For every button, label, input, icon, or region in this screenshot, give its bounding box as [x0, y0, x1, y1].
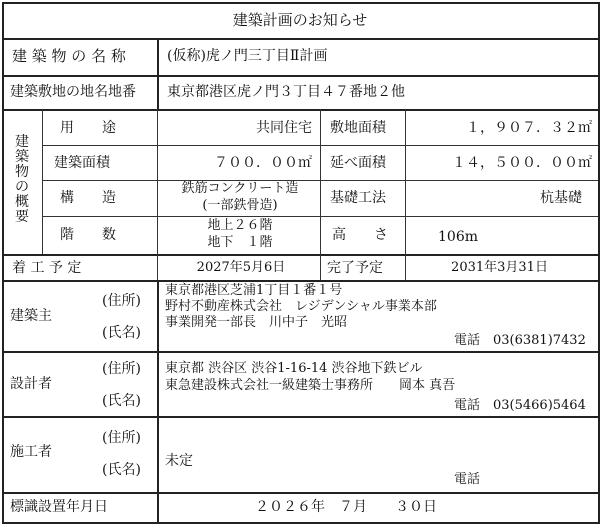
site-address-value: 東京都港区虎ノ門３丁目４７番地２他	[167, 84, 405, 100]
building-name-label: 建 築 物 の 名 称	[12, 47, 126, 65]
designer-phone: 電話 03(5466)5464	[454, 398, 586, 413]
posted-date-label: 標識設置年月日	[10, 499, 108, 515]
owner-company: 野村不動産株式会社 レジデンシャル事業本部	[165, 299, 437, 314]
contractor-label: 施工者	[10, 444, 52, 460]
owner-label: 建築主	[10, 308, 52, 324]
floor-area-label: 延べ面積	[330, 155, 386, 171]
designer-label: 設計者	[10, 376, 52, 392]
contractor-phone: 電話	[454, 472, 481, 487]
building-name-value: (仮称)虎ノ門三丁目Ⅱ計画	[167, 48, 328, 64]
designer-name-tag: (氏名)	[102, 393, 141, 409]
owner-address: 東京都港区芝浦1丁目１番１号	[165, 283, 343, 298]
structure-value-note: (一部鉄骨造)	[202, 198, 278, 213]
contractor-address-tag: (住所)	[102, 430, 141, 446]
floors-label: 階 数	[60, 227, 116, 243]
floors-below-value: 地下 １階	[207, 235, 273, 250]
designer-address: 東京都 渋谷区 渋谷1-16-14 渋谷地下鉄ビル	[165, 361, 423, 376]
use-value: 共同住宅	[256, 120, 312, 136]
use-label: 用 途	[60, 120, 116, 136]
designer-address-tag: (住所)	[102, 361, 141, 377]
completion-value: 2031年3月31日	[451, 260, 548, 275]
owner-name-tag: (氏名)	[102, 325, 141, 341]
contractor-name-tag: (氏名)	[102, 462, 141, 478]
contractor-name: 未定	[165, 453, 193, 469]
height-label: 高 さ	[332, 227, 388, 243]
site-area-label: 敷地面積	[330, 120, 386, 136]
foundation-value: 杭基礎	[540, 190, 582, 206]
foundation-label: 基礎工法	[330, 190, 386, 206]
site-address-label: 建築敷地の地名地番	[10, 84, 136, 100]
construction-start-value: 2027年5月6日	[196, 260, 286, 275]
owner-address-tag: (住所)	[102, 293, 141, 309]
building-notice-board	[2, 2, 598, 522]
site-area-value: １，９０７．３２㎡	[466, 120, 592, 136]
posted-date-value: ２０２６年 ７月 ３０日	[255, 499, 437, 515]
designer-office: 東急建設株式会社一級建築士事務所 岡本 真吾	[165, 378, 456, 393]
building-area-label: 建築面積	[54, 155, 110, 171]
floors-above-value: 地上２６階	[207, 218, 273, 233]
notice-title: 建築計画のお知らせ	[232, 11, 368, 29]
owner-phone: 電話 03(6381)7432	[454, 333, 586, 348]
construction-start-label: 着 工 予 定	[12, 260, 82, 276]
structure-label: 構 造	[60, 190, 116, 206]
floor-area-value: １４，５００．００㎡	[452, 155, 592, 171]
owner-representative: 事業開発一部長 川中子 光昭	[165, 315, 348, 330]
completion-label: 完了予定	[327, 260, 383, 276]
overview-label: 建築物の概要	[15, 134, 29, 225]
building-area-value: ７００．００㎡	[214, 155, 312, 171]
height-value: 106m	[438, 229, 478, 245]
structure-value-main: 鉄筋コンクリート造	[181, 181, 299, 196]
